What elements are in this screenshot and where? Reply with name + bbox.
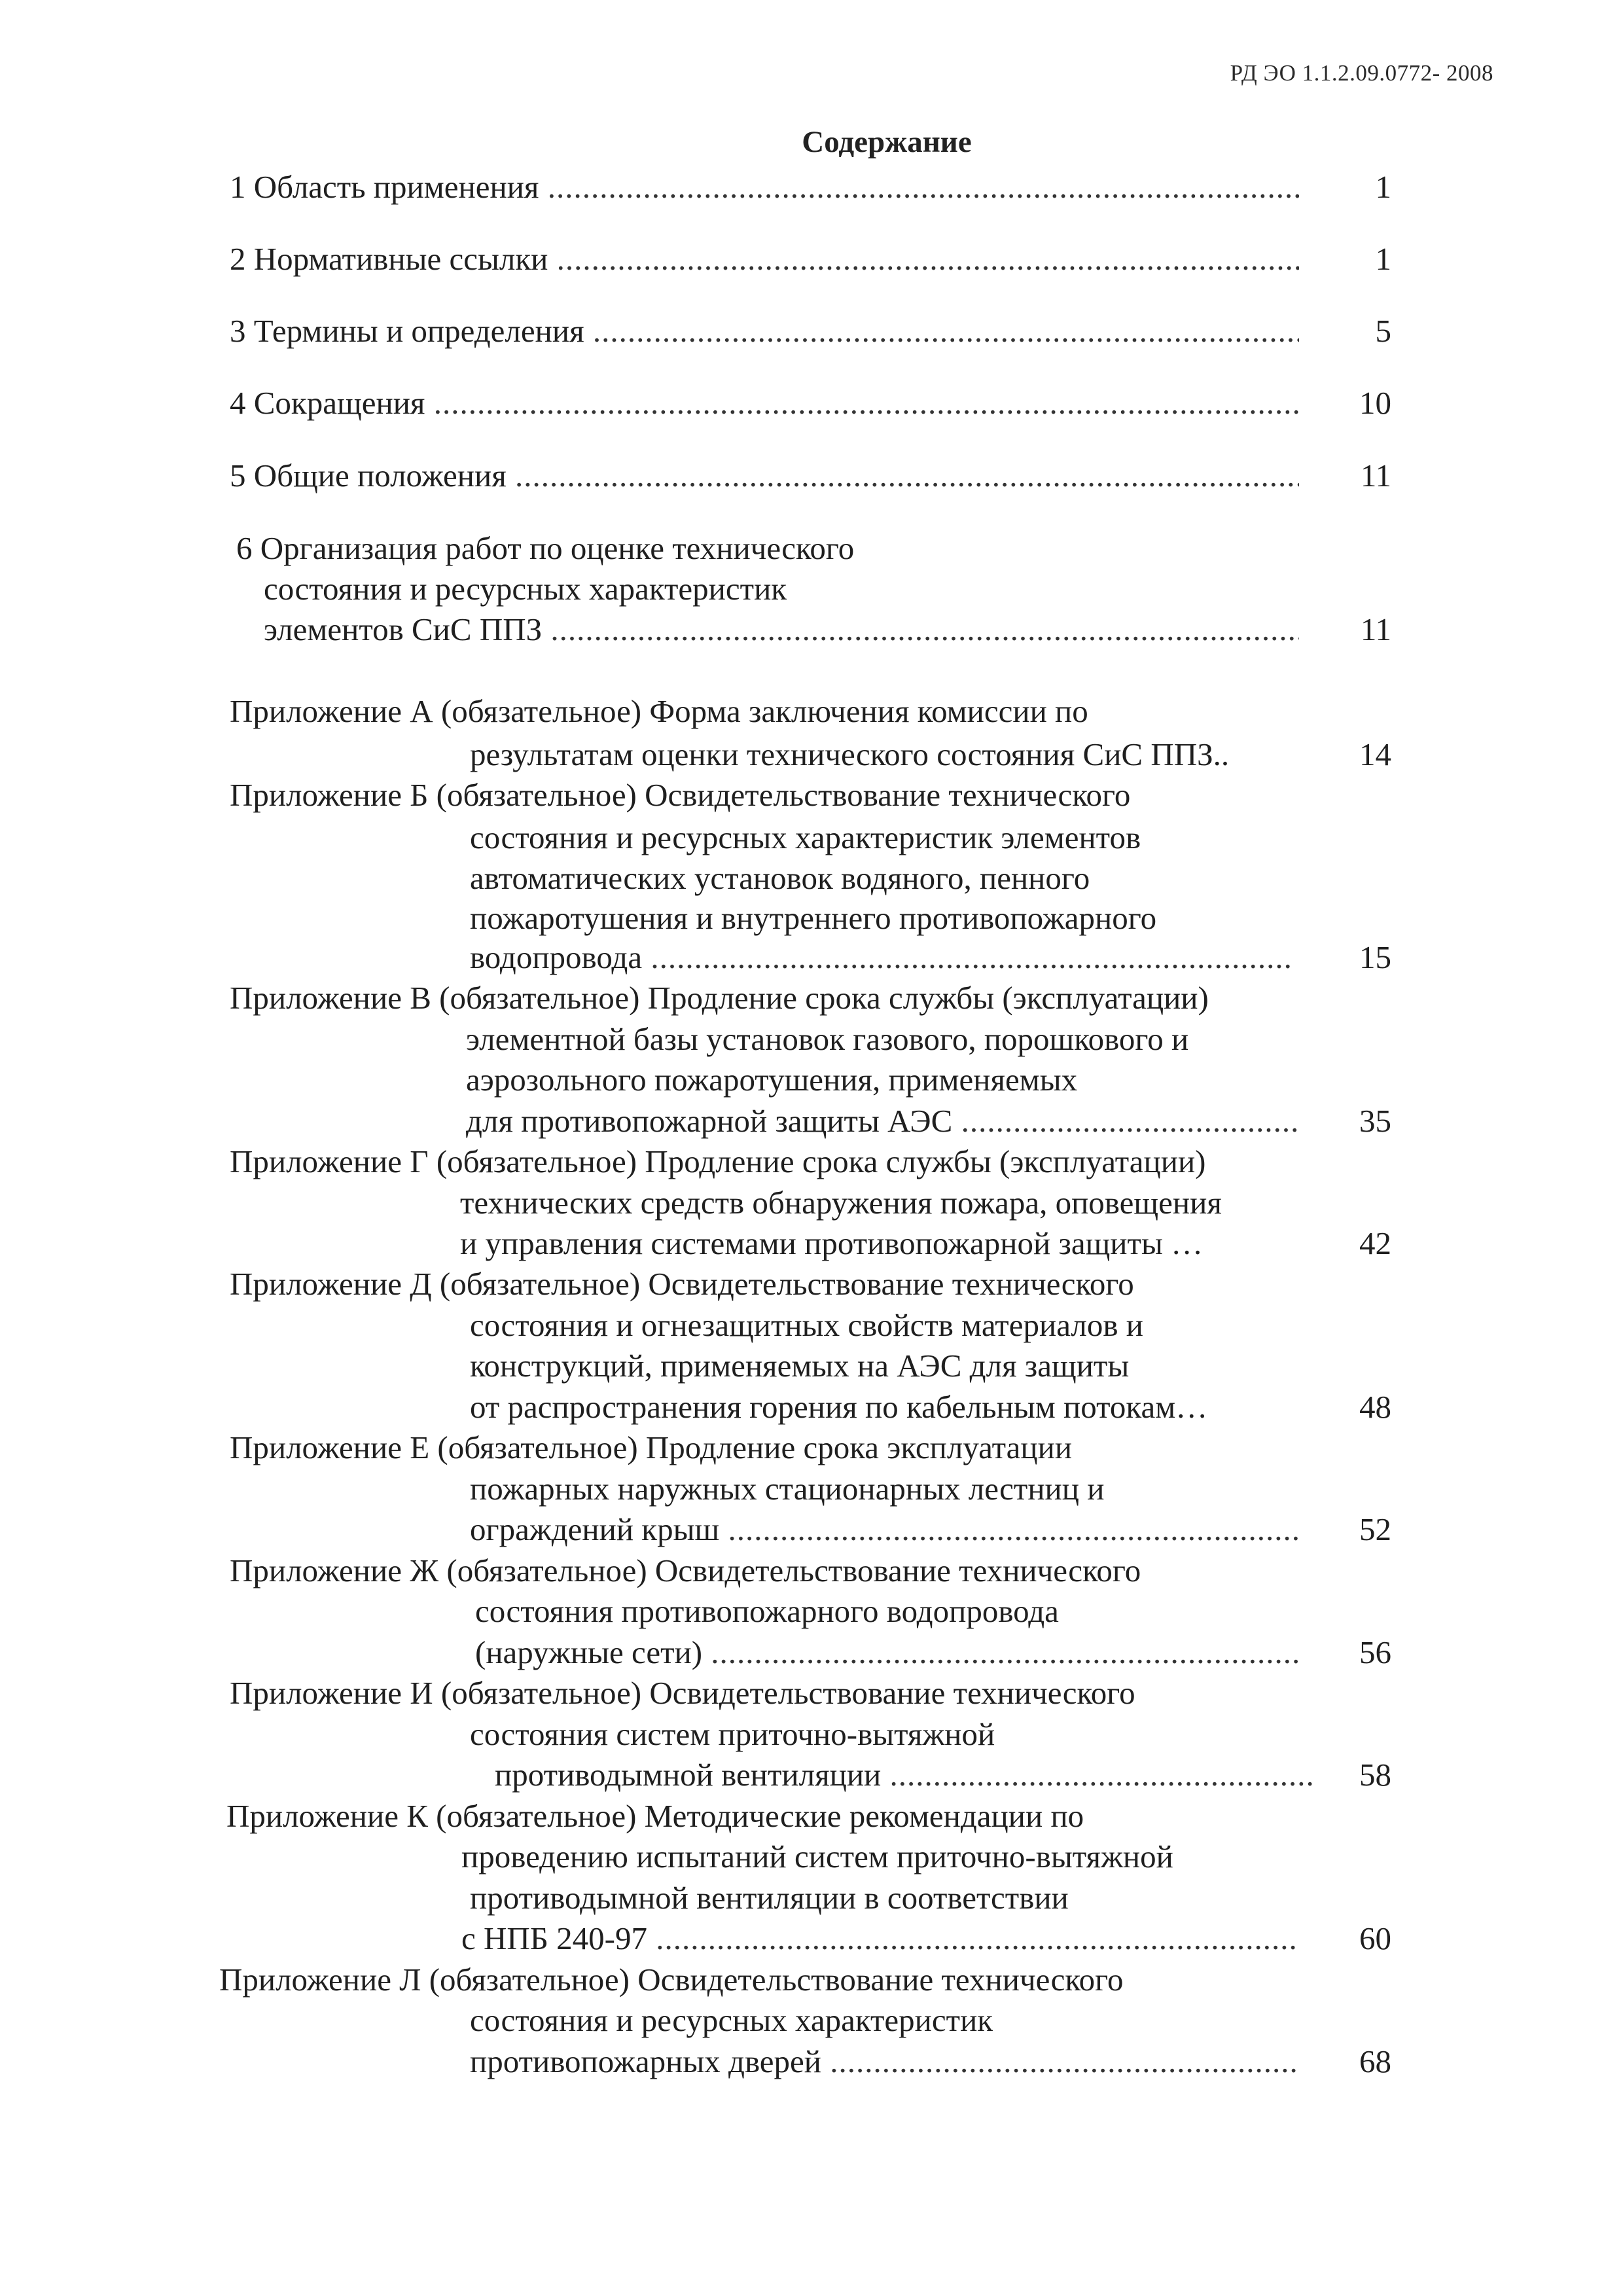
toc-page-number: 42 [1359, 1225, 1391, 1261]
toc-page-number: 10 [1359, 385, 1391, 421]
toc-entry-line: (наружные сети) ..... [475, 1633, 1299, 1672]
toc-page-number: 11 [1360, 457, 1391, 493]
toc-entry-line: результатам оценки технического состояния СиС ППЗ.. [470, 736, 1230, 772]
toc-entry-line: Приложение И (обязательное) Освидетельствование технического [230, 1675, 1135, 1711]
toc-entry-line: состояния и ресурсных характеристик [264, 571, 787, 607]
toc-page-number: 56 [1359, 1634, 1391, 1670]
toc-entry-line: 2 Нормативные ссылки ..... [230, 240, 1299, 279]
toc-entry-line: Приложение Ж (обязательное) Освидетельствование технического [230, 1552, 1141, 1588]
toc-page-number: 58 [1359, 1757, 1391, 1793]
toc-entry-line: состояния и огнезащитных свойств материалов и [470, 1307, 1143, 1343]
toc-entry-line: состояния противопожарного водопровода [475, 1593, 1059, 1629]
toc-page-number: 48 [1359, 1389, 1391, 1425]
toc-page-number: 14 [1359, 736, 1391, 772]
toc-entry-line: Приложение Л (обязательное) Освидетельствование технического [219, 1962, 1124, 1998]
toc-entry-line: пожарных наружных стационарных лестниц и [470, 1471, 1105, 1507]
toc-entry-line: от распространения горения по кабельным потокам… [470, 1389, 1208, 1425]
toc-entry-line: Приложение Г (обязательное) Продление срока службы (эксплуатации) [230, 1143, 1206, 1179]
document-code-header: РД ЭО 1.1.2.09.0772- 2008 [1230, 60, 1493, 86]
toc-entry-line: противодымной вентиляции в соответствии [470, 1880, 1069, 1916]
toc-page-number: 35 [1359, 1103, 1391, 1139]
toc-entry-line: водопровода ..... [470, 938, 1293, 977]
toc-entry-line: с НПБ 240-97 ..... [461, 1919, 1299, 1958]
toc-entry-line: проведению испытаний систем приточно-вытяжной [461, 1839, 1173, 1874]
toc-page-number: 11 [1360, 611, 1391, 647]
toc-entry-line: автоматических установок водяного, пенного [470, 860, 1090, 896]
toc-entry-line: Приложение Д (обязательное) Освидетельствование технического [230, 1266, 1134, 1302]
toc-entry-line: элементной базы установок газового, порошкового и [466, 1021, 1189, 1057]
toc-page-number: 1 [1375, 241, 1391, 277]
toc-page-number: 68 [1359, 2043, 1391, 2079]
toc-entry-line: 4 Сокращения ..... [230, 384, 1299, 423]
toc-entry-line: конструкций, применяемых на АЭС для защиты [470, 1348, 1130, 1384]
toc-entry-line: состояния систем приточно-вытяжной [470, 1716, 995, 1752]
toc-entry-line: Приложение Б (обязательное) Освидетельствование технического [230, 777, 1131, 813]
toc-page-number: 1 [1375, 169, 1391, 205]
toc-entry-line: Приложение В (обязательное) Продление срока службы (эксплуатации) [230, 980, 1209, 1016]
toc-page-number: 5 [1375, 313, 1391, 349]
toc-entry-line: состояния и ресурсных характеристик элементов [470, 819, 1141, 855]
toc-entry-line: Приложение К (обязательное) Методические рекомендации по [226, 1798, 1084, 1834]
toc-entry-line: состояния и ресурсных характеристик [470, 2002, 993, 2038]
toc-entry-line: и управления системами противопожарной защиты … [460, 1225, 1204, 1261]
toc-entry-line: противопожарных дверей ..... [470, 2042, 1299, 2081]
toc-entry-line: 5 Общие положения ..... [230, 456, 1299, 495]
toc-entry-line: элементов СиС ППЗ ..... [264, 610, 1299, 649]
toc-page-number: 52 [1359, 1511, 1391, 1547]
page-title: Содержание [802, 125, 972, 159]
toc-entry-line: 6 Организация работ по оценке технического [236, 530, 855, 566]
toc-entry-line: аэрозольного пожаротушения, применяемых [466, 1062, 1078, 1098]
toc-entry-line: 3 Термины и определения ..... [230, 312, 1299, 351]
toc-entry-line: ограждений крыш ..... [470, 1510, 1299, 1549]
toc-entry-line: технических средств обнаружения пожара, оповещения [460, 1185, 1222, 1221]
toc-entry-line: Приложение Е (обязательное) Продление срока эксплуатации [230, 1429, 1073, 1465]
toc-entry-line: 1 Область применения ..... [230, 168, 1299, 207]
toc-page-number: 15 [1359, 939, 1391, 975]
toc-entry-line: для противопожарной защиты АЭС ..... [466, 1102, 1299, 1141]
toc-entry-line: пожаротушения и внутреннего противопожарного [470, 900, 1157, 936]
toc-page-number: 60 [1359, 1920, 1391, 1956]
toc-entry-line: Приложение А (обязательное) Форма заключения комиссии по [230, 693, 1088, 729]
toc-entry-line: противодымной вентиляции ..... [495, 1755, 1315, 1795]
